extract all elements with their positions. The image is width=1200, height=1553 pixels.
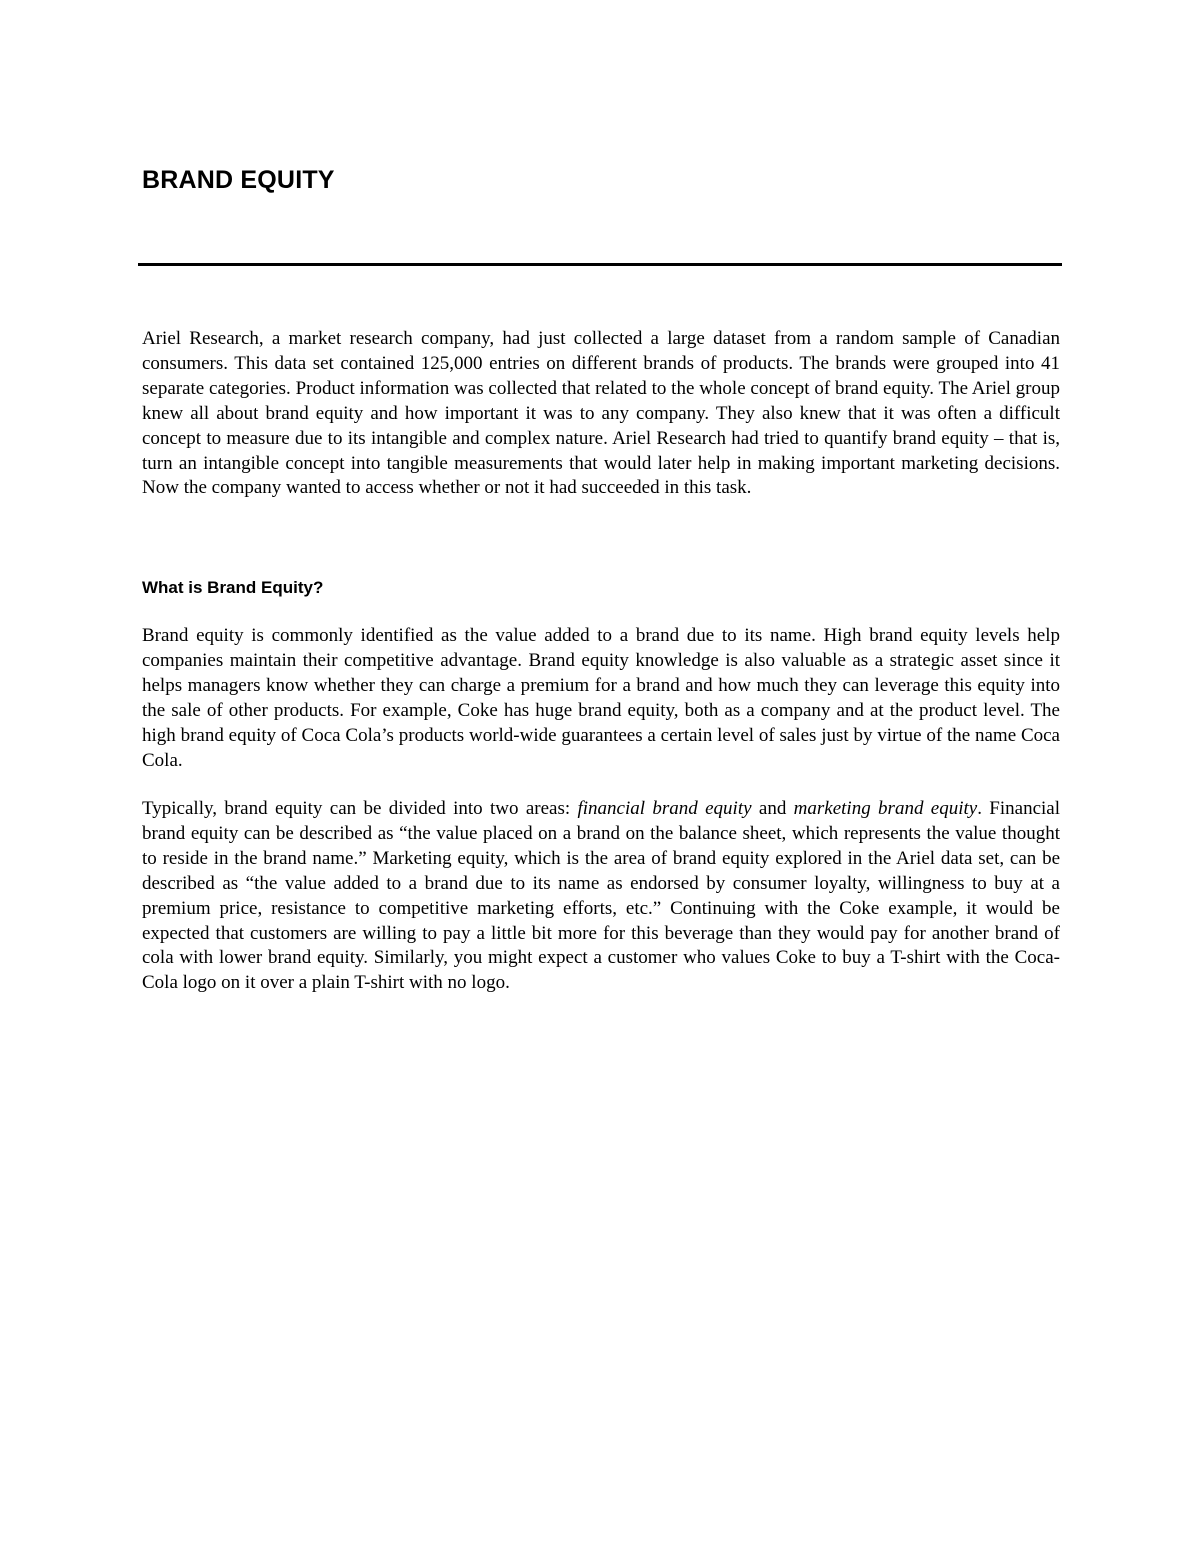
types-paragraph-conjunction: and	[751, 798, 794, 819]
term-marketing-brand-equity: marketing brand equity	[793, 798, 978, 819]
definition-paragraph: Brand equity is commonly identified as the value added to a brand due to its name. High brand equity levels help companies maintain their competitive advantage. Brand equity knowledge is also valuable as a strategic asset since it helps managers know whether they can charge a premium for a brand and how much they can leverage this equity into the sale of other products. For example, Coke has huge brand equity, both as a company and at the product level. The high brand equity of Coca Cola’s products world-wide guarantees a certain level of sales just by virtue of the name Coca Cola.	[142, 625, 1060, 771]
types-paragraph-rest: . Financial brand equity can be described as “the value placed on a brand on the balance sheet, which represents the value thought to reside in the brand name.” Marketing equity, which is the area of brand equity explored in the Ariel data set, can be described as “the value added to a brand due to its name as endorsed by consumer loyalty, willingness to buy at a premium price, resistance to competitive marketing efforts, etc.” Continuing with the Coke example, it would be expected that customers are willing to pay a little bit more for this beverage than they would pay for another brand of cola with lower brand equity. Similarly, you might expect a customer who values Coke to buy a T-shirt with the Coca-Cola logo on it over a plain T-shirt with no logo.	[142, 798, 1061, 994]
intro-paragraph: Ariel Research, a market research company, had just collected a large dataset from a random sample of Canadian consumers. This data set contained 125,000 entries on different brands of products. The brands were grouped into 41 separate categories. Product information was collected that related to the whole concept of brand equity. The Ariel group knew all about brand equity and how important it was to any company. They also knew that it was often a difficult concept to measure due to its intangible and complex nature. Ariel Research had tried to quantify brand equity – that is, turn an intangible concept into tangible measurements that would later help in making important marketing decisions. Now the company wanted to access whether or not it had succeeded in this task.	[142, 328, 1060, 499]
types-paragraph	[142, 797, 1060, 996]
section-heading: What is Brand Equity?	[142, 578, 324, 597]
document-title: BRAND EQUITY	[142, 166, 335, 194]
title-divider	[138, 263, 1062, 266]
term-financial-brand-equity: financial brand equity	[577, 798, 752, 819]
types-paragraph-intro: Typically, brand equity can be divided into two areas:	[142, 798, 578, 819]
